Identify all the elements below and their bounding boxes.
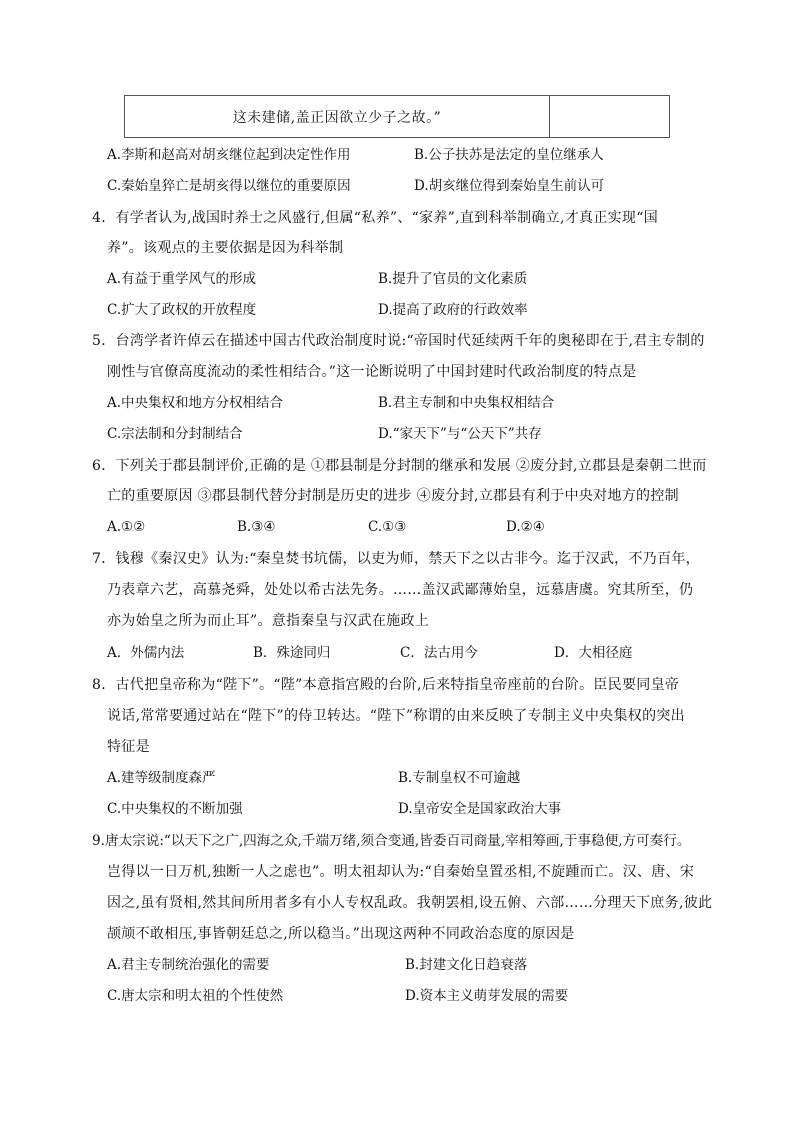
q4-option-a: A.有益于重学风气的形成 xyxy=(107,271,257,287)
quote-table-cell-text: 这未建储,盖正因欲立少子之故。” xyxy=(125,96,550,138)
q8-option-d: D.皇帝安全是国家政治大事 xyxy=(398,801,562,817)
quote-table-cell-empty xyxy=(550,96,670,138)
q5-stem-line-2: 刚性与官僚高度流动的柔性相结合。”这一论断说明了中国封建时代政治制度的特点是 xyxy=(107,364,637,380)
q7-option-d: D．大相径庭 xyxy=(554,645,633,661)
q8-stem-line-1: 8．古代把皇帝称为“陛下”。“陛”本意指宫殿的台阶,后来特指皇帝座前的台阶。臣民要同皇帝 xyxy=(92,677,680,693)
q6-option-a: A.①② xyxy=(107,519,146,535)
q7-option-b: B．殊途同归 xyxy=(253,645,331,661)
q3-option-b: B.公子扶苏是法定的皇位继承人 xyxy=(414,147,604,163)
q7-option-a: A．外儒内法 xyxy=(107,645,185,661)
q6-stem-line-2: 亡的重要原因 ③郡县制代替分封制是历史的进步 ④废分封,立郡县有利于中央对地方的控制 xyxy=(107,488,679,504)
q6-stem-line-1: 6．下列关于郡县制评价,正确的是 ①郡县制是分封制的继承和发展 ②废分封,立郡县是秦朝二世而 xyxy=(92,458,707,474)
q9-stem-line-2: 岂得以一日万机,独断一人之虑也”。明太祖却认为:“自秦始皇置丞相,不旋踵而亡。汉、唐、宋 xyxy=(107,864,695,880)
q3-option-c: C.秦始皇猝亡是胡亥得以继位的重要原因 xyxy=(107,178,351,194)
q5-option-a: A.中央集权和地方分权相结合 xyxy=(107,395,284,411)
q6-option-d: D.②④ xyxy=(506,519,545,535)
q9-stem-line-4: 颉颃不敢相压,事皆朝廷总之,所以稳当。”出现这两种不同政治态度的原因是 xyxy=(107,926,575,942)
q5-option-c: C.宗法制和分封制结合 xyxy=(107,426,243,442)
q6-option-b: B.③④ xyxy=(237,519,276,535)
q5-option-d: D.“家天下”与“公天下”共存 xyxy=(378,426,542,442)
quote-table xyxy=(124,95,670,138)
q4-option-c: C.扩大了政权的开放程度 xyxy=(107,302,257,318)
q9-stem-line-1: 9.唐太宗说:“以天下之广,四海之众,千端万绪,须合变通,皆委百司商量,宰相筹画,于事稳便,方可奏行。 xyxy=(92,833,691,849)
q8-option-b: B.专制皇权不可逾越 xyxy=(398,770,521,786)
q7-stem-line-2: 乃表章六艺，高慕尧舜，处处以希古法先务。……盖汉武鄙薄始皇，远慕唐虞。究其所至，仍 xyxy=(107,582,694,598)
q5-option-b: B.君主专制和中央集权相结合 xyxy=(378,395,555,411)
q3-option-a: A.李斯和赵高对胡亥继位起到决定性作用 xyxy=(107,147,351,163)
q3-option-d: D.胡亥继位得到秦始皇生前认可 xyxy=(414,178,605,194)
q4-option-b: B.提升了官员的文化素质 xyxy=(378,271,528,287)
q7-stem-line-3: 亦为始皇之所为而止耳”。意指秦皇与汉武在施政上 xyxy=(107,613,430,629)
q9-option-b: B.封建文化日趋衰落 xyxy=(405,957,528,973)
q9-option-d: D.资本主义萌芽发展的需要 xyxy=(405,988,569,1004)
q7-stem-line-1: 7．钱穆《秦汉史》认为:“秦皇焚书坑儒，以吏为师，禁天下之以古非今。迄于汉武，不乃百年， xyxy=(92,551,700,567)
q5-stem-line-1: 5．台湾学者许倬云在描述中国古代政治制度时说:“帝国时代延续两千年的奥秘即在于,君主专制的 xyxy=(92,333,705,349)
q8-stem-line-2: 说话,常常要通过站在“陛下”的侍卫转达。“陛下”称谓的由来反映了专制主义中央集权的突出 xyxy=(107,708,685,724)
q4-stem-line-1: 4．有学者认为,战国时养士之风盛行,但属“私养”、“家养”,直到科举制确立,才真正实现“国 xyxy=(92,210,658,226)
q8-option-c: C.中央集权的不断加强 xyxy=(107,801,243,817)
q7-option-c: C．法古用今 xyxy=(400,645,478,661)
q4-option-d: D.提高了政府的行政效率 xyxy=(378,302,528,318)
q9-stem-line-3: 因之,虽有贤相,然其间所用者多有小人专权乱政。我朝罢相,设五俯、六部……分理天下庶务,彼此 xyxy=(107,895,713,911)
q6-option-c: C.①③ xyxy=(368,519,407,535)
q8-option-a: A.建等级制度森严 xyxy=(107,770,216,786)
q4-stem-line-2: 养”。该观点的主要依据是因为科举制 xyxy=(107,240,344,256)
q9-option-a: A.君主专制统治强化的需要 xyxy=(107,957,270,973)
q9-option-c: C.唐太宗和明太祖的个性使然 xyxy=(107,988,284,1004)
q8-stem-line-3: 特征是 xyxy=(107,739,150,755)
